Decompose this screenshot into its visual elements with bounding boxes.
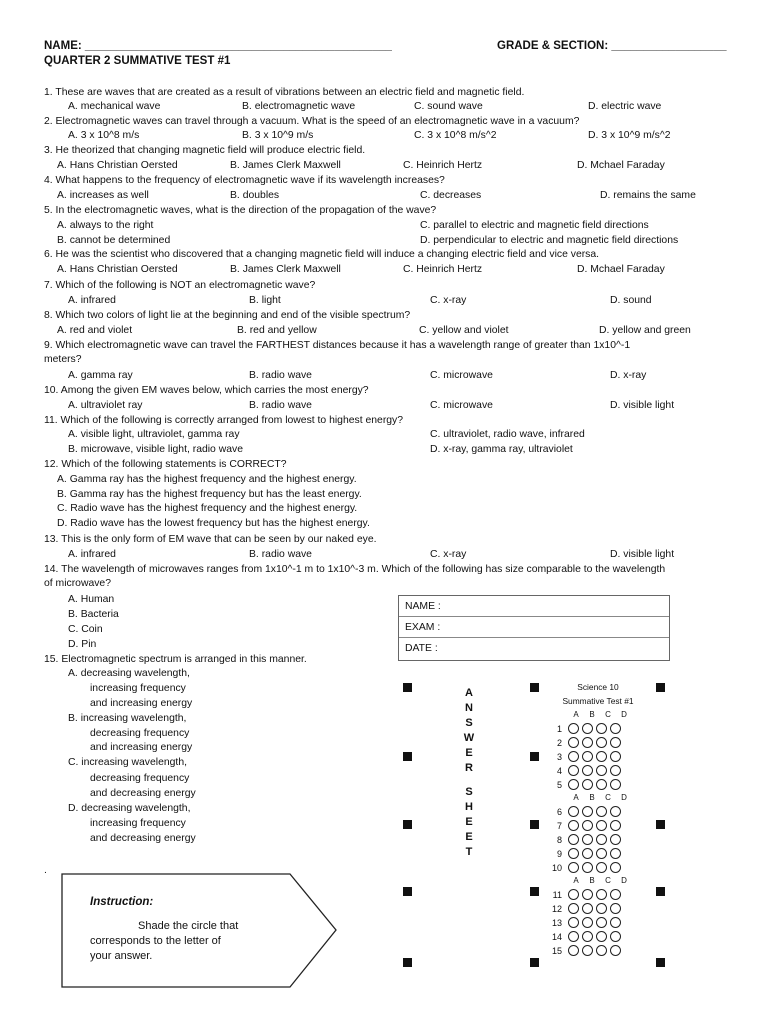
answer-bubble[interactable] <box>568 751 579 762</box>
answer-sheet-letter: E <box>465 816 473 828</box>
registration-mark <box>530 887 539 896</box>
answer-bubble[interactable] <box>610 889 621 900</box>
answer-bubble[interactable] <box>568 931 579 942</box>
answer-bubble[interactable] <box>596 779 607 790</box>
q12-option-b: B. Gamma ray has the highest frequency but has the least energy. <box>57 489 362 500</box>
q8-option-d: D. yellow and green <box>599 325 691 336</box>
answer-bubble[interactable] <box>568 737 579 748</box>
answer-bubble[interactable] <box>596 806 607 817</box>
q13-option-d: D. visible light <box>610 549 675 560</box>
q8-option-a: A. red and violet <box>57 325 133 336</box>
question-8: 8. Which two colors of light lie at the beginning and end of the visible spectrum? <box>44 310 411 321</box>
q9-option-c: C. microwave <box>430 370 493 381</box>
choice-header: A B C D <box>573 876 627 885</box>
answer-row: 2 <box>540 736 624 749</box>
answer-row: 14 <box>540 930 624 943</box>
q6-option-d: D. Mchael Faraday <box>577 264 665 275</box>
q5-option-b: B. cannot be determined <box>57 235 171 246</box>
answer-bubble[interactable] <box>610 737 621 748</box>
answer-row: 3 <box>540 750 624 763</box>
answer-bubble[interactable] <box>610 931 621 942</box>
answer-bubble[interactable] <box>596 723 607 734</box>
answer-bubble[interactable] <box>568 723 579 734</box>
answer-bubble[interactable] <box>568 945 579 956</box>
q10-option-c: C. microwave <box>430 400 493 411</box>
answer-bubble[interactable] <box>582 945 593 956</box>
answer-bubble[interactable] <box>596 737 607 748</box>
info-date-label: DATE : <box>405 643 438 654</box>
omr-subtitle: Summative Test #1 <box>562 696 634 706</box>
answer-bubble[interactable] <box>596 820 607 831</box>
answer-bubble[interactable] <box>610 779 621 790</box>
q4-option-c: C. decreases <box>420 190 482 201</box>
q7-option-c: C. x-ray <box>430 295 467 306</box>
q6-option-c: C. Heinrich Hertz <box>403 264 483 275</box>
answer-sheet-letter: N <box>465 702 473 714</box>
answer-bubble[interactable] <box>582 820 593 831</box>
answer-bubble[interactable] <box>582 834 593 845</box>
question-13: 13. This is the only form of EM wave that can be seen by our naked eye. <box>44 534 377 545</box>
q14-option-a: A. Human <box>68 594 115 605</box>
answer-bubble[interactable] <box>596 889 607 900</box>
q5-option-c: C. parallel to electric and magnetic field directions <box>420 220 649 231</box>
question-3: 3. He theorized that changing magnetic field will produce electric field. <box>44 145 366 156</box>
answer-bubble[interactable] <box>610 765 621 776</box>
q7-option-d: D. sound <box>610 295 652 306</box>
q15-option-b-line2: decreasing frequency <box>90 728 190 739</box>
answer-sheet-letter: T <box>465 846 473 858</box>
answer-bubble[interactable] <box>568 820 579 831</box>
info-exam-label: EXAM : <box>399 617 669 638</box>
answer-bubble[interactable] <box>582 889 593 900</box>
answer-bubble[interactable] <box>610 751 621 762</box>
answer-bubble[interactable] <box>582 862 593 873</box>
q15-option-b-line3: and increasing energy <box>90 742 193 753</box>
q13-option-c: C. x-ray <box>430 549 467 560</box>
question-12: 12. Which of the following statements is CORRECT? <box>44 459 287 470</box>
answer-bubble[interactable] <box>582 779 593 790</box>
q15-option-a: A. decreasing wavelength, <box>68 668 190 679</box>
q6-option-a: A. Hans Christian Oersted <box>57 264 178 275</box>
answer-row: 5 <box>540 778 624 791</box>
answer-bubble[interactable] <box>568 806 579 817</box>
q3-option-c: C. Heinrich Hertz <box>403 160 483 171</box>
question-5: 5. In the electromagnetic waves, what is the direction of the propagation of the wave? <box>44 205 437 216</box>
answer-bubble[interactable] <box>582 903 593 914</box>
q9-option-a: A. gamma ray <box>68 370 133 381</box>
q2-option-c: C. 3 x 10^8 m/s^2 <box>414 130 497 141</box>
question-1: 1. These are waves that are created as a result of vibrations between an electric field and magnetic field. <box>44 87 525 98</box>
q12-option-a: A. Gamma ray has the highest frequency and the highest energy. <box>57 474 357 485</box>
registration-mark <box>403 820 412 829</box>
q4-option-a: A. increases as well <box>57 190 149 201</box>
instruction-line: corresponds to the letter of <box>90 935 221 947</box>
answer-row: 7 <box>540 819 624 832</box>
answer-sheet-letter: R <box>465 762 473 774</box>
q14-option-b: B. Bacteria <box>68 609 119 620</box>
answer-sheet-letter: S <box>465 717 473 729</box>
answer-bubble[interactable] <box>582 751 593 762</box>
answer-bubble[interactable] <box>596 751 607 762</box>
q4-option-b: B. doubles <box>230 190 280 201</box>
answer-bubble[interactable] <box>610 862 621 873</box>
answer-bubble[interactable] <box>610 945 621 956</box>
answer-sheet-letter: W <box>463 732 475 744</box>
answer-sheet-letter: H <box>465 801 473 813</box>
q13-option-b: B. radio wave <box>249 549 312 560</box>
answer-row: 4 <box>540 764 624 777</box>
question-2: 2. Electromagnetic waves can travel through a vacuum. What is the speed of an electromagnetic wave in a vacuum? <box>44 116 580 127</box>
answer-bubble[interactable] <box>596 917 607 928</box>
q9-option-d: D. x-ray <box>610 370 647 381</box>
q10-option-b: B. radio wave <box>249 400 312 411</box>
answer-sheet-letter: A <box>465 687 473 699</box>
answer-sheet-letter: E <box>465 747 473 759</box>
grade-section-field: GRADE & SECTION: __________________ <box>497 40 727 52</box>
answer-bubble[interactable] <box>596 862 607 873</box>
q1-option-a: A. mechanical wave <box>68 101 161 112</box>
q10-option-a: A. ultraviolet ray <box>68 400 143 411</box>
answer-bubble[interactable] <box>610 848 621 859</box>
instruction-line: your answer. <box>90 950 153 962</box>
q15-option-b: B. increasing wavelength, <box>68 713 187 724</box>
q11-option-b: B. microwave, visible light, radio wave <box>68 444 243 455</box>
q15-option-a-line2: increasing frequency <box>90 683 186 694</box>
answer-row: 13 <box>540 916 624 929</box>
answer-row: 8 <box>540 833 624 846</box>
q3-option-a: A. Hans Christian Oersted <box>57 160 178 171</box>
q1-option-b: B. electromagnetic wave <box>242 101 356 112</box>
q5-option-a: A. always to the right <box>57 220 154 231</box>
answer-bubble[interactable] <box>582 737 593 748</box>
q5-option-d: D. perpendicular to electric and magnetic field directions <box>420 235 679 246</box>
q1-option-c: C. sound wave <box>414 101 483 112</box>
q15-option-a-line3: and increasing energy <box>90 698 193 709</box>
registration-mark <box>656 820 665 829</box>
answer-bubble[interactable] <box>610 806 621 817</box>
answer-row: 6 <box>540 805 624 818</box>
answer-bubble[interactable] <box>568 848 579 859</box>
answer-bubble[interactable] <box>610 903 621 914</box>
registration-mark <box>530 820 539 829</box>
q3-option-d: D. Mchael Faraday <box>577 160 665 171</box>
q2-option-a: A. 3 x 10^8 m/s <box>68 130 140 141</box>
answer-bubble[interactable] <box>568 779 579 790</box>
answer-bubble[interactable] <box>596 931 607 942</box>
instruction-line: Shade the circle that <box>138 920 239 932</box>
answer-bubble[interactable] <box>568 862 579 873</box>
q12-option-d: D. Radio wave has the lowest frequency but has the highest energy. <box>57 518 370 529</box>
answer-bubble[interactable] <box>596 848 607 859</box>
answer-bubble[interactable] <box>582 848 593 859</box>
answer-bubble[interactable] <box>596 834 607 845</box>
answer-bubble[interactable] <box>610 723 621 734</box>
omr-title: Science 10 <box>577 682 619 692</box>
test-title: QUARTER 2 SUMMATIVE TEST #1 <box>44 55 231 67</box>
answer-bubble[interactable] <box>582 931 593 942</box>
registration-mark <box>656 887 665 896</box>
q15-option-d-line2: increasing frequency <box>90 818 186 829</box>
answer-row: 9 <box>540 847 624 860</box>
q1-option-d: D. electric wave <box>588 101 662 112</box>
q7-option-a: A. infrared <box>68 295 116 306</box>
answer-row: 15 <box>540 944 624 957</box>
q13-option-a: A. infrared <box>68 549 116 560</box>
q4-option-d: D. remains the same <box>600 190 696 201</box>
question-14: 14. The wavelength of microwaves ranges from 1x10^-1 m to 1x10^-3 m. Which of the following has size comparable to the wavelength <box>44 564 666 575</box>
answer-bubble[interactable] <box>582 765 593 776</box>
question-7: 7. Which of the following is NOT an electromagnetic wave? <box>44 280 316 291</box>
answer-bubble[interactable] <box>568 889 579 900</box>
registration-mark <box>403 887 412 896</box>
answer-bubble[interactable] <box>582 806 593 817</box>
q15-option-d: D. decreasing wavelength, <box>68 803 191 814</box>
question-14-cont: of microwave? <box>44 578 111 589</box>
question-15: 15. Electromagnetic spectrum is arranged in this manner. <box>44 654 307 665</box>
student-info-box <box>398 595 670 661</box>
q11-option-a: A. visible light, ultraviolet, gamma ray <box>68 429 240 440</box>
q9-option-b: B. radio wave <box>249 370 312 381</box>
q10-option-d: D. visible light <box>610 400 675 411</box>
q2-option-b: B. 3 x 10^9 m/s <box>242 130 314 141</box>
q14-option-c: C. Coin <box>68 624 103 635</box>
registration-mark <box>403 958 412 967</box>
q15-option-c: C. increasing wavelength, <box>68 757 187 768</box>
name-field: NAME: ________________________________________________ <box>44 40 392 52</box>
info-name-label: NAME : <box>399 596 669 617</box>
q15-option-c-line3: and decreasing energy <box>90 788 196 799</box>
answer-bubble[interactable] <box>568 834 579 845</box>
q8-option-b: B. red and yellow <box>237 325 317 336</box>
q7-option-b: B. light <box>249 295 281 306</box>
registration-mark <box>530 752 539 761</box>
answer-bubble[interactable] <box>582 917 593 928</box>
q14-option-d: D. Pin <box>68 639 97 650</box>
instruction-title: Instruction: <box>90 896 154 908</box>
answer-bubble[interactable] <box>610 834 621 845</box>
question-6: 6. He was the scientist who discovered that a changing magnetic field will induce a changing electric field and vice versa. <box>44 249 600 260</box>
q3-option-b: B. James Clerk Maxwell <box>230 160 341 171</box>
question-10: 10. Among the given EM waves below, which carries the most energy? <box>44 385 369 396</box>
choice-header: A B C D <box>573 710 627 719</box>
q15-option-c-line2: decreasing frequency <box>90 773 190 784</box>
registration-mark <box>403 683 412 692</box>
answer-bubble[interactable] <box>582 723 593 734</box>
stray-mark: . <box>44 865 47 876</box>
q8-option-c: C. yellow and violet <box>419 325 509 336</box>
q12-option-c: C. Radio wave has the highest frequency and the highest energy. <box>57 503 358 514</box>
q6-option-b: B. James Clerk Maxwell <box>230 264 341 275</box>
answer-bubble[interactable] <box>596 765 607 776</box>
answer-bubble[interactable] <box>568 903 579 914</box>
question-11: 11. Which of the following is correctly arranged from lowest to highest energy? <box>44 415 404 426</box>
q2-option-d: D. 3 x 10^9 m/s^2 <box>588 130 671 141</box>
answer-bubble[interactable] <box>610 820 621 831</box>
q15-option-d-line3: and decreasing energy <box>90 833 196 844</box>
answer-bubble[interactable] <box>610 917 621 928</box>
answer-bubble[interactable] <box>596 903 607 914</box>
answer-row: 12 <box>540 902 624 915</box>
q11-option-c: C. ultraviolet, radio wave, infrared <box>430 429 585 440</box>
answer-sheet-letter: S <box>465 786 473 798</box>
registration-mark <box>403 752 412 761</box>
registration-mark <box>530 958 539 967</box>
answer-sheet-letter: E <box>465 831 473 843</box>
question-9: 9. Which electromagnetic wave can travel the FARTHEST distances because it has a wavelength range of greater than 1x10^-1 <box>44 340 631 351</box>
choice-header: A B C D <box>573 793 627 802</box>
answer-bubble[interactable] <box>568 765 579 776</box>
answer-bubble[interactable] <box>568 917 579 928</box>
answer-row: 1 <box>540 722 624 735</box>
q11-option-d: D. x-ray, gamma ray, ultraviolet <box>430 444 573 455</box>
answer-row: 10 <box>540 861 624 874</box>
question-4: 4. What happens to the frequency of electromagnetic wave if its wavelength increases? <box>44 175 445 186</box>
instruction-body <box>90 919 290 964</box>
answer-bubble[interactable] <box>596 945 607 956</box>
question-9-cont: meters? <box>44 354 82 365</box>
registration-mark <box>656 958 665 967</box>
answer-row: 11 <box>540 888 624 901</box>
